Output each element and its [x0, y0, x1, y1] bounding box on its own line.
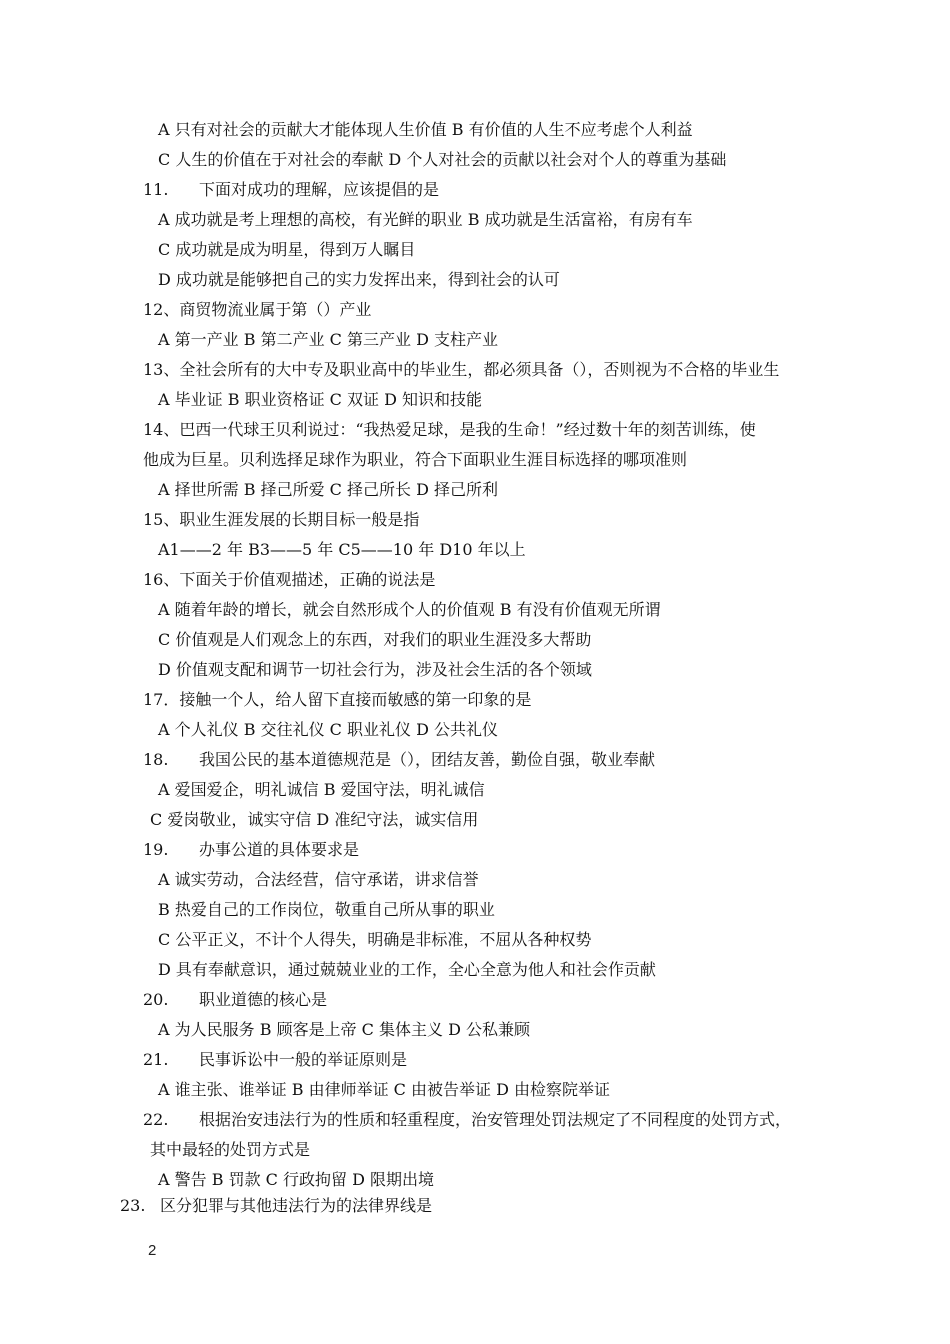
q19-option-c: C 公平正义，不计个人得失，明确是非标准，不屈从各种权势	[158, 930, 592, 949]
q20-options: A 为人民服务 B 顾客是上帝 C 集体主义 D 公私兼顾	[158, 1020, 530, 1039]
question-19	[143, 840, 359, 860]
q18-options-ab: A 爱国爱企，明礼诚信 B 爱国守法，明礼诚信	[158, 780, 485, 799]
question-number: 19.	[143, 840, 169, 859]
question-15: 15、职业生涯发展的长期目标一般是指	[143, 510, 420, 529]
question-17: 17．接触一个人，给人留下直接而敏感的第一印象的是	[143, 690, 532, 709]
question-18	[143, 750, 655, 770]
question-text: 下面对成功的理解，应该提倡的是	[199, 180, 440, 199]
question-22	[143, 1110, 791, 1130]
q16-options-ab: A 随着年龄的增长，就会自然形成个人的价值观 B 有没有价值观无所谓	[158, 600, 661, 619]
question-21	[143, 1050, 407, 1070]
q11-options-ab: A 成功就是考上理想的高校，有光鲜的职业 B 成功就是生活富裕，有房有车	[158, 210, 693, 229]
q10-options-cd: C 人生的价值在于对社会的奉献 D 个人对社会的贡献以社会对个人的尊重为基础	[158, 150, 727, 169]
q15-options: A1——2 年 B3——5 年 C5——10 年 D10 年以上	[158, 540, 526, 559]
question-number: 23.	[120, 1196, 146, 1215]
q14-options: A 择世所需 B 择己所爱 C 择己所长 D 择己所利	[158, 480, 498, 499]
question-text: 民事诉讼中一般的举证原则是	[199, 1050, 408, 1069]
question-14: 14、巴西一代球王贝利说过：“我热爱足球，是我的生命！”经过数十年的刻苦训练，使	[143, 420, 756, 439]
question-11	[143, 180, 439, 200]
q19-option-d: D 具有奉献意识，通过兢兢业业的工作，全心全意为他人和社会作贡献	[158, 960, 656, 979]
q16-option-c: C 价值观是人们观念上的东西，对我们的职业生涯没多大帮助	[158, 630, 592, 649]
question-23	[120, 1196, 432, 1216]
question-text: 职业道德的核心是	[199, 990, 328, 1009]
q17-options: A 个人礼仪 B 交往礼仪 C 职业礼仪 D 公共礼仪	[158, 720, 498, 739]
question-22-continued: 其中最轻的处罚方式是	[150, 1140, 311, 1159]
question-12: 12、商贸物流业属于第（）产业	[143, 300, 372, 319]
question-number: 22.	[143, 1110, 169, 1129]
q18-options-cd: C 爱岗敬业，诚实守信 D 准纪守法，诚实信用	[150, 810, 479, 829]
question-13: 13、全社会所有的大中专及职业高中的毕业生，都必须具备（），否则视为不合格的毕业生	[143, 360, 780, 379]
q12-options: A 第一产业 B 第二产业 C 第三产业 D 支柱产业	[158, 330, 498, 349]
question-text: 区分犯罪与其他违法行为的法律界线是	[160, 1196, 433, 1215]
page-number: 2	[148, 1242, 157, 1259]
q19-option-a: A 诚实劳动，合法经营，信守承诺，讲求信誉	[158, 870, 479, 889]
q22-options: A 警告 B 罚款 C 行政拘留 D 限期出境	[158, 1170, 434, 1189]
question-14-continued: 他成为巨星。贝利选择足球作为职业，符合下面职业生涯目标选择的哪项准则	[143, 450, 688, 469]
q11-option-c: C 成功就是成为明星，得到万人瞩目	[158, 240, 416, 259]
question-number: 11.	[143, 180, 169, 199]
question-number: 20.	[143, 990, 169, 1009]
q21-options: A 谁主张、谁举证 B 由律师举证 C 由被告举证 D 由检察院举证	[158, 1080, 610, 1099]
question-20	[143, 990, 327, 1010]
question-text: 我国公民的基本道德规范是（），团结友善，勤俭自强，敬业奉献	[199, 750, 656, 769]
q11-option-d: D 成功就是能够把自己的实力发挥出来，得到社会的认可	[158, 270, 560, 289]
question-number: 18.	[143, 750, 169, 769]
q13-options: A 毕业证 B 职业资格证 C 双证 D 知识和技能	[158, 390, 482, 409]
question-text: 根据治安违法行为的性质和轻重程度，治安管理处罚法规定了不同程度的处罚方式，	[199, 1110, 792, 1129]
q19-option-b: B 热爱自己的工作岗位，敬重自己所从事的职业	[158, 900, 495, 919]
question-number: 21.	[143, 1050, 169, 1069]
q16-option-d: D 价值观支配和调节一切社会行为，涉及社会生活的各个领域	[158, 660, 592, 679]
question-text: 办事公道的具体要求是	[199, 840, 360, 859]
q10-options-ab: A 只有对社会的贡献大才能体现人生价值 B 有价值的人生不应考虑个人利益	[158, 120, 693, 139]
question-16: 16、下面关于价值观描述，正确的说法是	[143, 570, 436, 589]
